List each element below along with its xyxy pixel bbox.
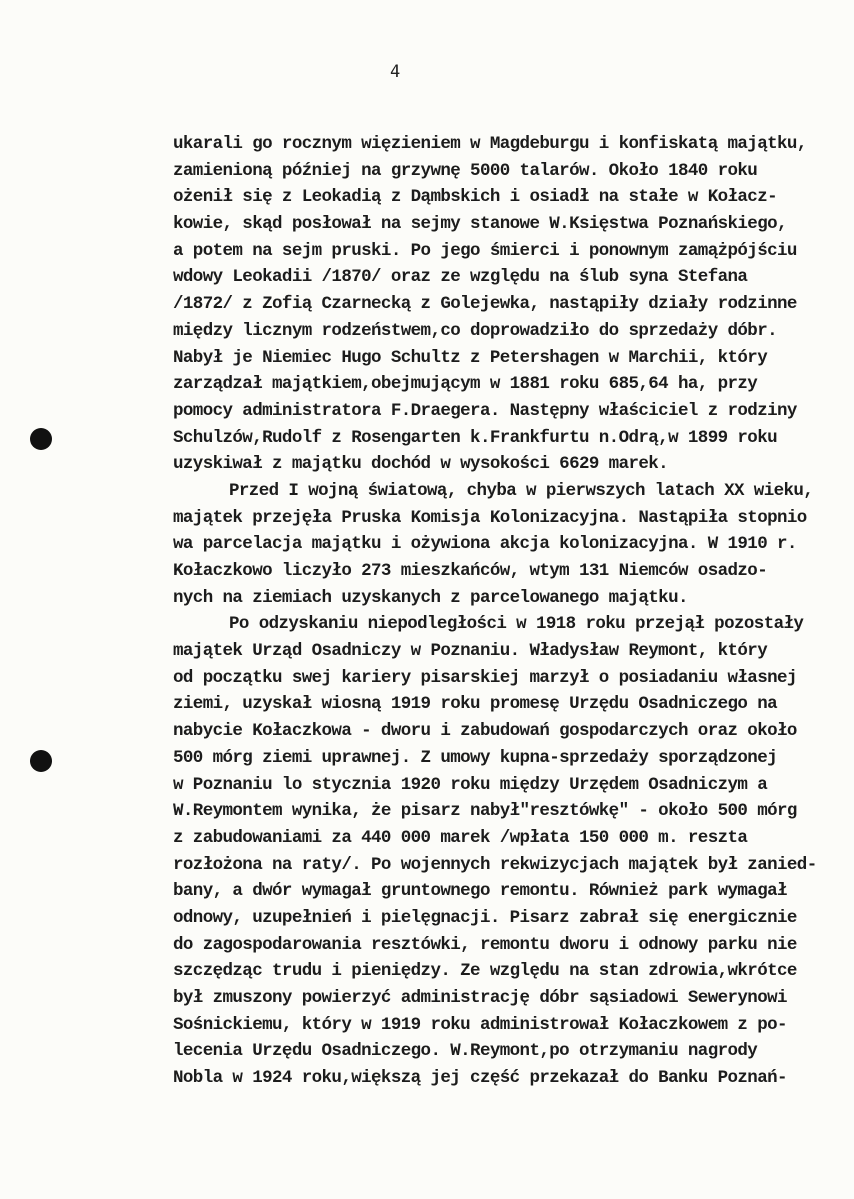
text-line: majątek przejęła Pruska Komisja Kolonizacyjna. Nastąpiła stopnio bbox=[173, 507, 807, 528]
text-line: W.Reymontem wynika, że pisarz nabył"resztówkę" - około 500 mórg bbox=[173, 801, 797, 822]
document-body bbox=[173, 131, 853, 1092]
text-line: Nobla w 1924 roku,większą jej część przekazał do Banku Poznań- bbox=[173, 1068, 787, 1089]
text-line: Schulzów,Rudolf z Rosengarten k.Frankfurtu n.Odrą,w 1899 roku bbox=[173, 427, 778, 448]
text-line: uzyskiwał z majątku dochód w wysokości 6629 marek. bbox=[173, 454, 669, 475]
text-line: ziemi, uzyskał wiosną 1919 roku promesę Urzędu Osadniczego na bbox=[173, 694, 778, 715]
paragraph bbox=[173, 131, 853, 478]
text-line: a potem na sejm pruski. Po jego śmierci i ponownym zamążpójściu bbox=[173, 240, 797, 261]
text-line: zarządzał majątkiem,obejmującym w 1881 roku 685,64 ha, przy bbox=[173, 374, 758, 395]
text-line: kowie, skąd posłował na sejmy stanowe W.Księstwa Poznańskiego, bbox=[173, 214, 787, 235]
text-line: pomocy administratora F.Draegera. Następny właściciel z rodziny bbox=[173, 400, 797, 421]
text-line: Kołaczkowo liczyło 273 mieszkańców, wtym 131 Niemców osadzo- bbox=[173, 561, 768, 581]
text-line: 500 mórg ziemi uprawnej. Z umowy kupna-sprzedaży sporządzonej bbox=[173, 747, 778, 768]
text-line: Przed I wojną światową, chyba w pierwszych latach XX wieku, bbox=[229, 480, 814, 501]
text-line: wa parcelacja majątku i ożywiona akcja kolonizacyjna. W 1910 r. bbox=[173, 534, 797, 555]
text-line: do zagospodarowania resztówki, remontu dworu i odnowy parku nie bbox=[173, 934, 797, 955]
text-line: majątek Urząd Osadniczy w Poznaniu. Władysław Reymont, który bbox=[173, 641, 768, 662]
text-line: nych na ziemiach uzyskanych z parcelowanego majątku. bbox=[173, 587, 688, 608]
text-line: w Poznaniu lo stycznia 1920 roku między Urzędem Osadniczym a bbox=[173, 774, 768, 795]
page-number: 4 bbox=[390, 62, 401, 82]
text-line: lecenia Urzędu Osadniczego. W.Reymont,po otrzymaniu nagrody bbox=[173, 1041, 758, 1062]
text-line: Nabył je Niemiec Hugo Schultz z Petershagen w Marchii, który bbox=[173, 347, 768, 368]
text-line: między licznym rodzeństwem,co doprowadziło do sprzedaży dóbr. bbox=[173, 320, 778, 341]
text-line: z zabudowaniami za 440 000 marek /wpłata 150 000 m. reszta bbox=[173, 827, 748, 848]
text-line: /1872/ z Zofią Czarnecką z Golejewka, nastąpiły działy rodzinne bbox=[173, 294, 797, 315]
text-line: Sośnickiemu, który w 1919 roku administrował Kołaczkowem z po- bbox=[173, 1014, 787, 1035]
text-line: Po odzyskaniu niepodległości w 1918 roku przejął pozostały bbox=[229, 614, 804, 635]
text-line: bany, a dwór wymagał gruntownego remontu. Również park wymagał bbox=[173, 881, 787, 902]
text-line: odnowy, uzupełnień i pielęgnacji. Pisarz zabrał się energicznie bbox=[173, 907, 797, 928]
text-line: ukarali go rocznym więzieniem w Magdeburgu i konfiskatą majątku, bbox=[173, 134, 807, 154]
text-line: był zmuszony powierzyć administrację dóbr sąsiadowi Sewerynowi bbox=[173, 988, 787, 1008]
text-line: rozłożona na raty/. Po wojennych rekwizycjach majątek był zanied- bbox=[173, 854, 817, 875]
text-line: ożenił się z Leokadią z Dąmbskich i osiadł na stałe w Kołacz- bbox=[173, 187, 778, 208]
text-line: zamienioną później na grzywnę 5000 talarów. Około 1840 roku bbox=[173, 160, 758, 181]
paragraph bbox=[173, 611, 853, 1091]
punch-hole-top bbox=[30, 428, 52, 450]
text-line: od początku swej kariery pisarskiej marzył o posiadaniu własnej bbox=[173, 667, 797, 688]
paragraph bbox=[173, 478, 853, 611]
text-line: wdowy Leokadii /1870/ oraz ze względu na ślub syna Stefana bbox=[173, 267, 748, 288]
punch-hole-bottom bbox=[30, 750, 52, 772]
text-line: szczędząc trudu i pieniędzy. Ze względu na stan zdrowia,wkrótce bbox=[173, 961, 797, 982]
text-line: nabycie Kołaczkowa - dworu i zabudowań gospodarczych oraz około bbox=[173, 721, 797, 742]
